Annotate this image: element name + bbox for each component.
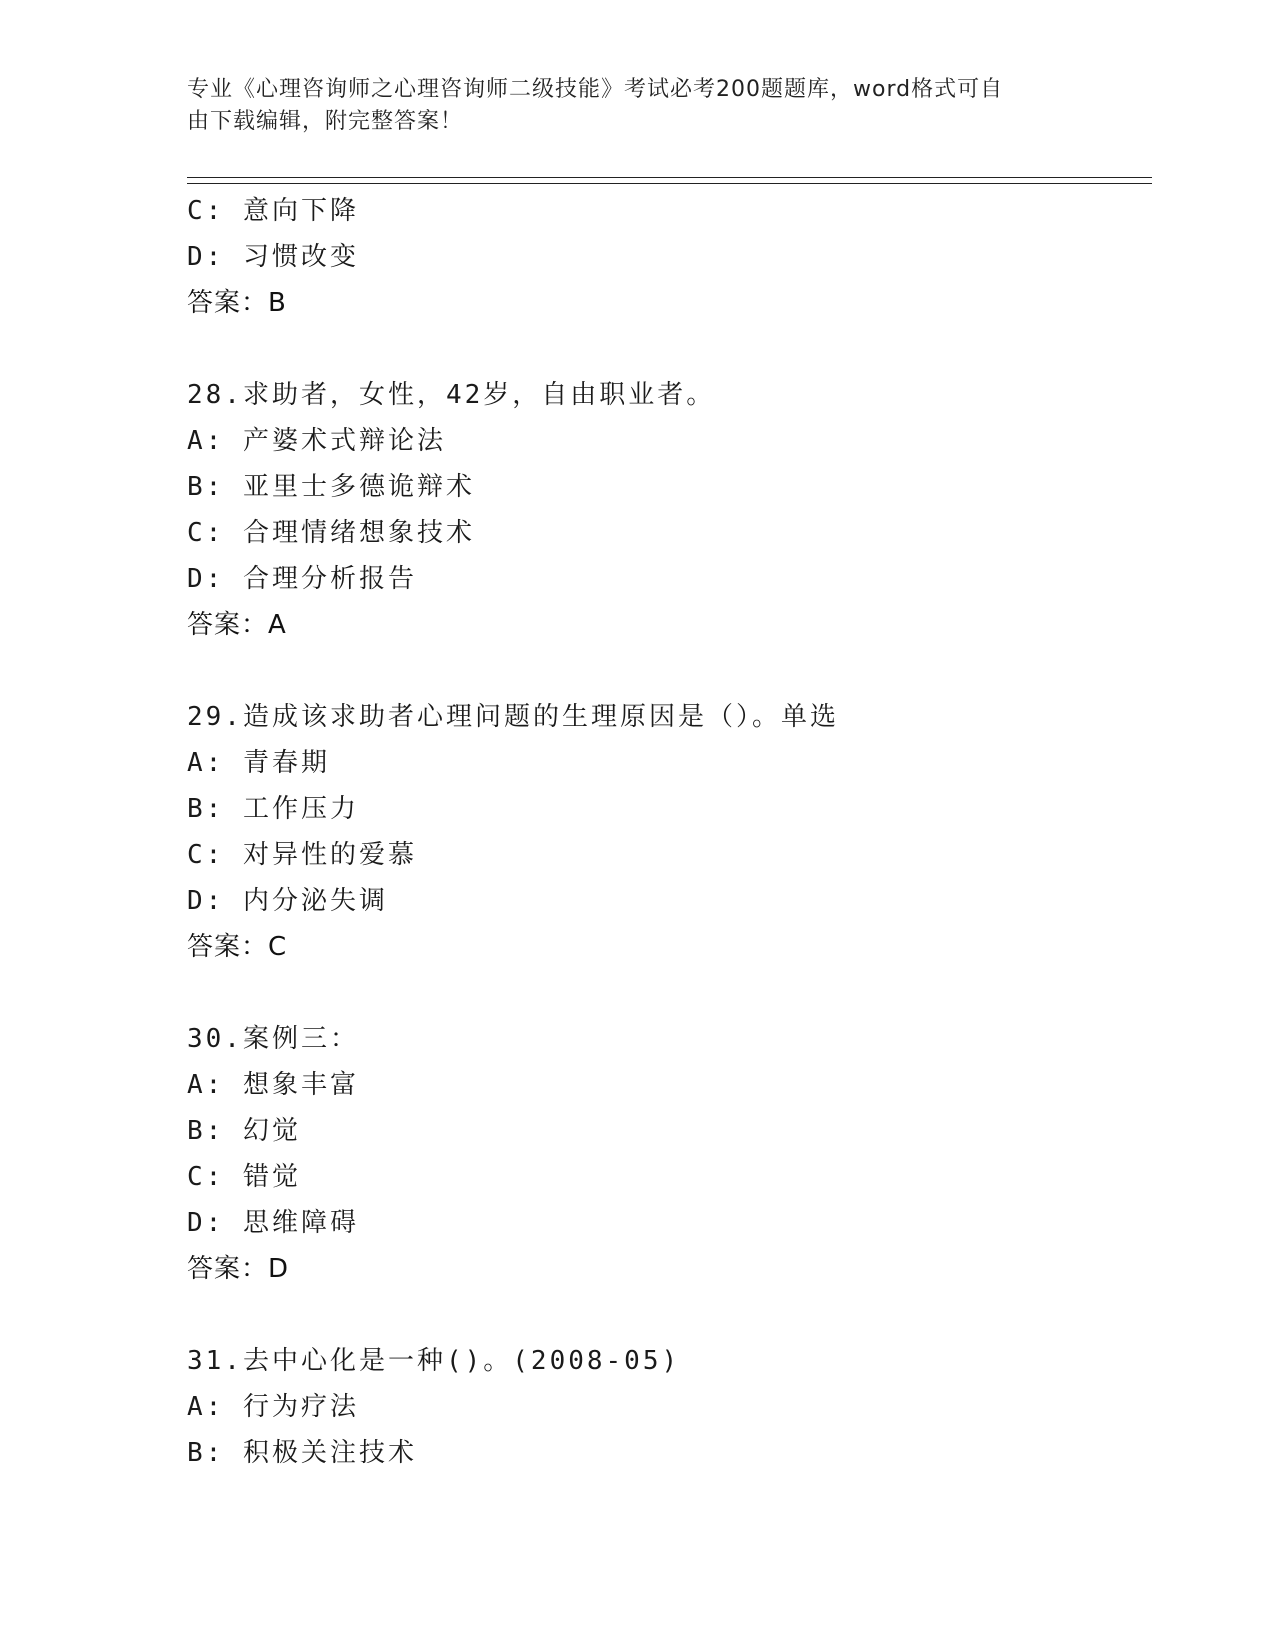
- question-30: [187, 1016, 1152, 1292]
- header-divider-top: [187, 177, 1152, 178]
- option-c: C: 合理情绪想象技术: [187, 518, 475, 548]
- option-a: A: 青春期: [187, 748, 330, 778]
- question-stem: 31.去中心化是一种()。(2008-05): [187, 1346, 681, 1376]
- option-b: B: 幻觉: [187, 1116, 301, 1146]
- question-stem: 29.造成该求助者心理问题的生理原因是（）。单选: [187, 702, 839, 732]
- option-d: D: 内分泌失调: [187, 886, 388, 916]
- option-d: D: 合理分析报告: [187, 564, 417, 594]
- option-b: B: 亚里士多德诡辩术: [187, 472, 475, 502]
- header-line-1: 专业《心理咨询师之心理咨询师二级技能》考试必考200题题库，word格式可自: [187, 77, 1004, 102]
- header-line-2: 由下载编辑，附完整答案！: [187, 109, 464, 134]
- document-header: [187, 74, 1067, 138]
- question-27-tail: [187, 188, 1152, 326]
- answer: 答案：C: [187, 932, 288, 962]
- option-c: C: 错觉: [187, 1162, 301, 1192]
- answer: 答案：A: [187, 610, 287, 640]
- header-divider-bottom: [187, 183, 1152, 184]
- option-c: C: 对异性的爱慕: [187, 840, 417, 870]
- question-31: [187, 1338, 1152, 1476]
- option-a: A: 行为疗法: [187, 1392, 359, 1422]
- option-a: A: 产婆术式辩论法: [187, 426, 446, 456]
- question-stem: 30.案例三：: [187, 1024, 359, 1054]
- spacer: [187, 326, 1152, 372]
- question-stem: 28.求助者，女性，42岁，自由职业者。: [187, 380, 716, 410]
- spacer: [187, 648, 1152, 694]
- answer: 答案：B: [187, 288, 287, 318]
- option-d: D: 习惯改变: [187, 242, 359, 272]
- option-d: D: 思维障碍: [187, 1208, 359, 1238]
- question-list: [187, 188, 1152, 1476]
- spacer: [187, 1292, 1152, 1338]
- answer: 答案：D: [187, 1254, 290, 1284]
- option-b: B: 工作压力: [187, 794, 359, 824]
- question-29: [187, 694, 1152, 970]
- option-a: A: 想象丰富: [187, 1070, 359, 1100]
- option-c: C: 意向下降: [187, 196, 359, 226]
- question-28: [187, 372, 1152, 648]
- option-b: B: 积极关注技术: [187, 1438, 417, 1468]
- spacer: [187, 970, 1152, 1016]
